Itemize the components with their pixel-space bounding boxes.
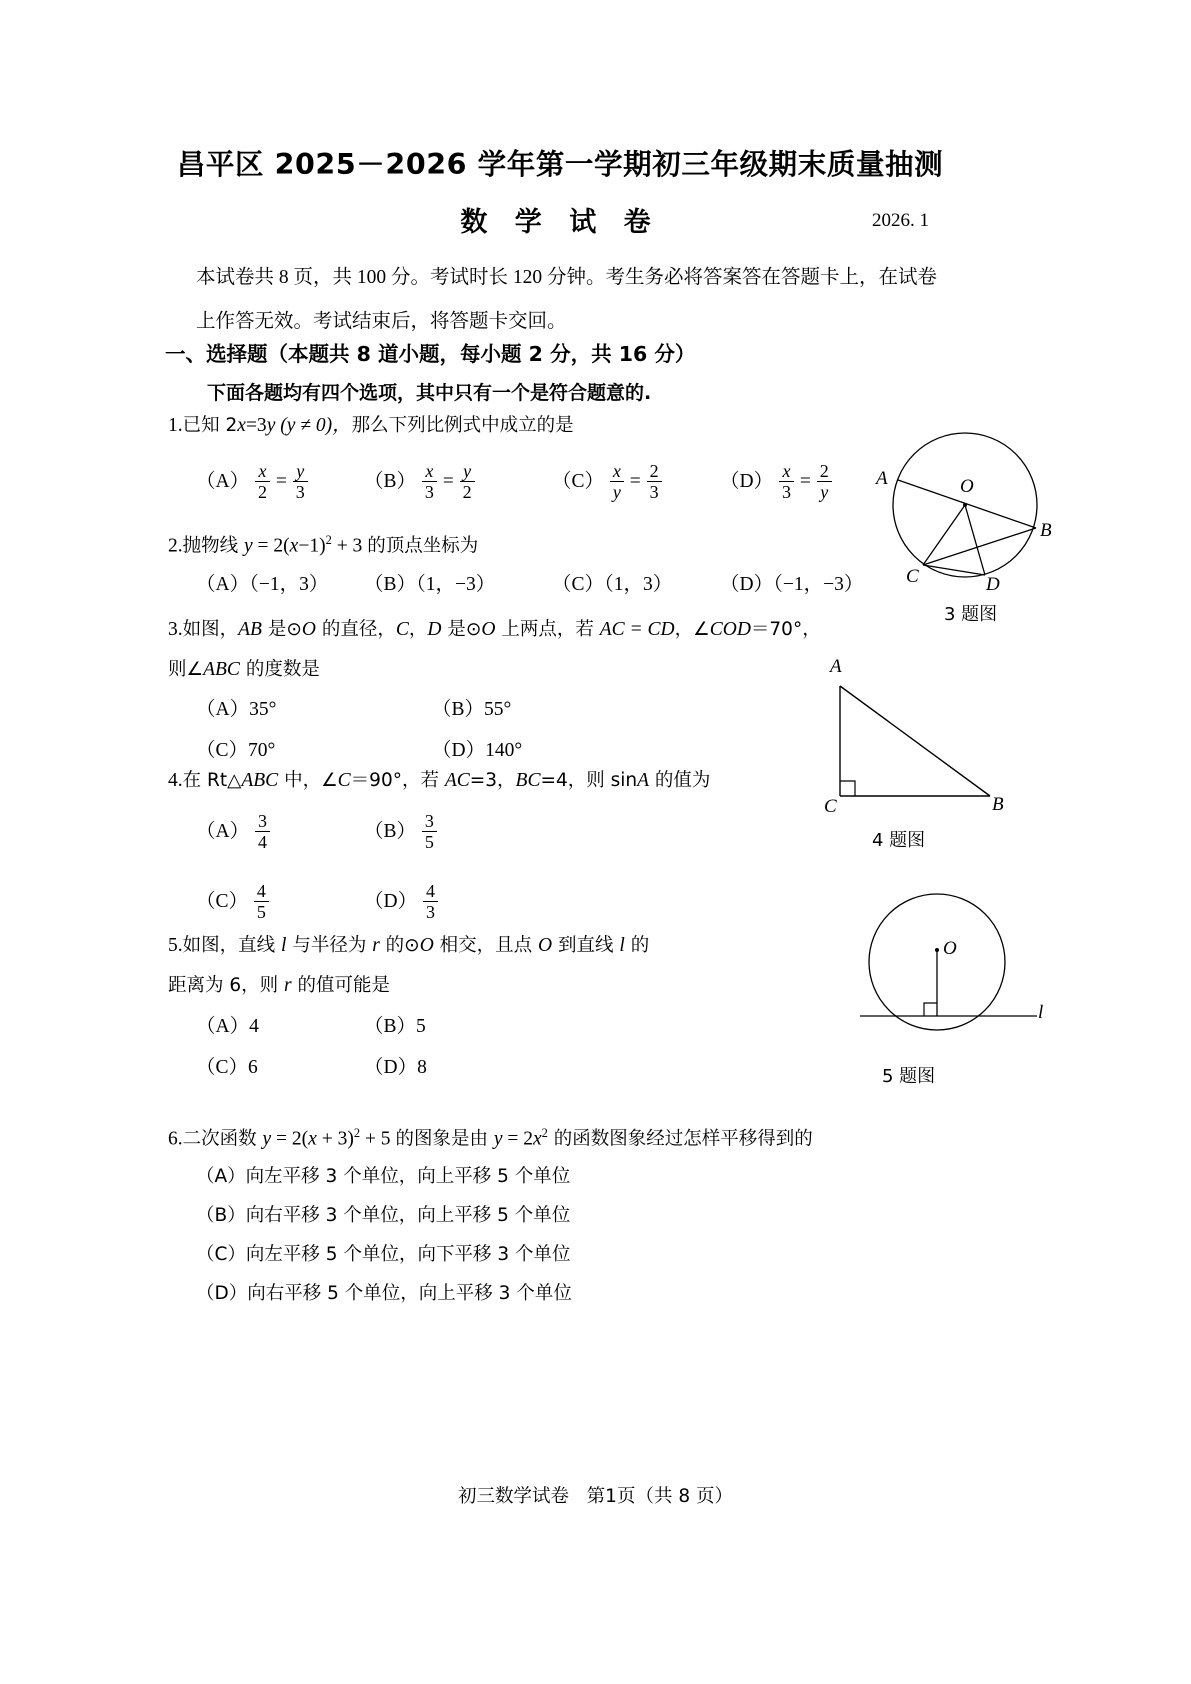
figure-q3-label-B: B [1040,520,1052,541]
q4-option-A[interactable]: （A） $\frac{3}{4}$ [196,812,271,853]
footer-page: 第1页（共 8 页） [586,1486,733,1507]
subject-title: 数 学 试 卷 [460,207,660,238]
q2-number: 2. [168,535,183,557]
instructions-line-1: 本试卷共 8 页，共 100 分。考试时长 120 分钟。考生务必将答案答在答题卡上，在试卷 [196,267,938,288]
section-heading: 一、选择题（本题共 8 道小题，每小题 2 分，共 16 分） [165,342,696,366]
page-footer [0,1482,1191,1508]
q1-stem-pre: 已知 2 [182,415,238,436]
question-5-stem-line2: 距离为 6，则 r 的值可能是 [168,975,391,996]
q1-optD-right-fraction: $\frac{2}{y}$ [817,461,832,502]
q1-var-y: y [266,415,276,436]
page-title: 昌平区 2025－2026 学年第一学期初三年级期末质量抽测 [176,148,944,181]
q5-option-B[interactable]: （B）5 [364,1016,426,1037]
q1-optB-right-fraction: $\frac{y}{2}$ [460,461,475,502]
q2-option-B[interactable]: （B）（1，−3） [364,574,496,595]
q5-number: 5. [168,935,183,956]
q5-option-A[interactable]: （A）4 [196,1016,259,1037]
q1-optC-right-fraction: $\frac{2}{3}$ [647,461,662,502]
figure-q4-triangle [820,656,1050,818]
q1-stem-post: 那么下列比例式中成立的是 [351,415,574,436]
q1-optA-left-fraction: $\frac{x}{2}$ [255,461,270,502]
q5-option-C[interactable]: （C）6 [196,1057,258,1078]
q3-option-C[interactable]: （C）70° [196,740,276,761]
q3-number: 3. [168,619,183,640]
q1-option-A[interactable]: （A） $\frac{x}{2}$ = $\frac{y}{3}$ [196,462,309,503]
q2-stem-post: 的顶点坐标为 [367,535,479,557]
q1-eq: =3 [245,415,267,436]
q4-option-B[interactable]: （B） $\frac{3}{5}$ [364,812,438,853]
q2-stem-pre: 抛物线 [182,535,245,557]
exam-date: 2026. 1 [872,210,929,231]
figure-q3-circle [870,420,1060,600]
figure-q4-label-A: A [830,656,842,677]
question-1-stem [168,413,574,439]
q2-option-D[interactable]: （D）（−1，−3） [720,574,864,595]
q4-option-C[interactable]: （C） $\frac{4}{5}$ [196,882,270,923]
question-3-stem-line1: 3.如图，AB 是⊙O 的直径，C，D 是⊙O 上两点，若 AC = CD，∠COD＝70°， [168,619,821,640]
q2-option-A[interactable]: （A）（−1，3） [196,574,329,595]
q1-condition: (y ≠ 0)， [275,415,352,436]
q1-optC-left-fraction: $\frac{x}{y}$ [610,461,624,502]
figure-q3-svg [870,420,1060,600]
instructions-line-2: 上作答无效。考试结束后，将答题卡交回。 [196,311,567,332]
q1-optB-left-fraction: $\frac{x}{3}$ [422,461,437,502]
figure-q5-label-O: O [943,938,957,959]
figure-q4-label-C: C [824,796,837,817]
q1-optA-right-fraction: $\frac{y}{3}$ [293,461,308,502]
q3-option-D[interactable]: （D）140° [432,740,523,761]
q4-number: 4. [168,770,183,791]
question-2-stem: 2.抛物线 $y = 2(x-1)^2 + 3$ 的顶点坐标为 [168,533,479,557]
q1-optD-left-fraction: $\frac{x}{3}$ [779,461,794,502]
q5-option-D[interactable]: （D）8 [364,1057,427,1078]
q4-optB-fraction: $\frac{3}{5}$ [422,811,437,852]
figure-q3-label-A: A [876,468,888,489]
figure-q3-caption: 3 题图 [944,604,998,625]
q4-option-D[interactable]: （D） $\frac{4}{3}$ [364,882,439,923]
figure-q5-svg [842,890,1052,1050]
q6-number: 6. [168,1128,183,1150]
figure-q5-circle-line [842,890,1052,1050]
question-6-stem: 6.二次函数 $y = 2(x + 3)^2 + 5$ 的图象是由 $y = 2x^2$ 的函数图象经过怎样平移得到的 [168,1126,813,1150]
q6-option-D[interactable]: （D）向右平移 5 个单位，向上平移 3 个单位 [196,1283,572,1304]
q2-option-C[interactable]: （C）（1，3） [552,574,673,595]
figure-q4-svg [820,668,1050,818]
question-5-stem-line1: 5.如图，直线 l 与半径为 r 的⊙O 相交，且点 O 到直线 l 的 [168,935,650,956]
q3-option-A[interactable]: （A）35° [196,699,277,720]
q1-option-C[interactable]: （C） $\frac{x}{y}$ = $\frac{2}{3}$ [552,462,663,503]
q6-option-A[interactable]: （A）向左平移 3 个单位，向上平移 5 个单位 [196,1166,571,1187]
q1-var-x: x [237,415,246,436]
figure-q5-label-l: l [1038,1002,1044,1023]
footer-title: 初三数学试卷 [458,1486,570,1507]
q1-number: 1. [168,415,183,436]
figure-q3-label-D: D [986,574,1000,595]
section-note: 下面各题均有四个选项，其中只有一个是符合题意的. [207,382,652,404]
figure-q4-caption: 4 题图 [872,830,926,851]
figure-q3-label-C: C [906,566,919,587]
figure-q5-caption: 5 题图 [882,1066,936,1087]
q4-optC-fraction: $\frac{4}{5}$ [254,881,269,922]
q1-option-B[interactable]: （B） $\frac{x}{3}$ = $\frac{y}{2}$ [364,462,476,503]
question-4-stem: 4.在 Rt△ABC 中，∠C＝90°，若 AC=3，BC=4，则 sinA 的值为 [168,770,711,791]
q6-option-C[interactable]: （C）向左平移 5 个单位，向下平移 3 个单位 [196,1244,571,1265]
q3-option-B[interactable]: （B）55° [432,699,512,720]
q4-optD-fraction: $\frac{4}{3}$ [423,881,438,922]
q6-option-B[interactable]: （B）向右平移 3 个单位，向上平移 5 个单位 [196,1205,571,1226]
figure-q4-label-B: B [992,794,1004,815]
q4-optA-fraction: $\frac{3}{4}$ [255,811,270,852]
question-3-stem-line2: 则∠ABC 的度数是 [168,659,320,680]
q1-option-D[interactable]: （D） $\frac{x}{3}$ = $\frac{2}{y}$ [720,462,833,503]
figure-q3-label-O: O [960,476,974,497]
